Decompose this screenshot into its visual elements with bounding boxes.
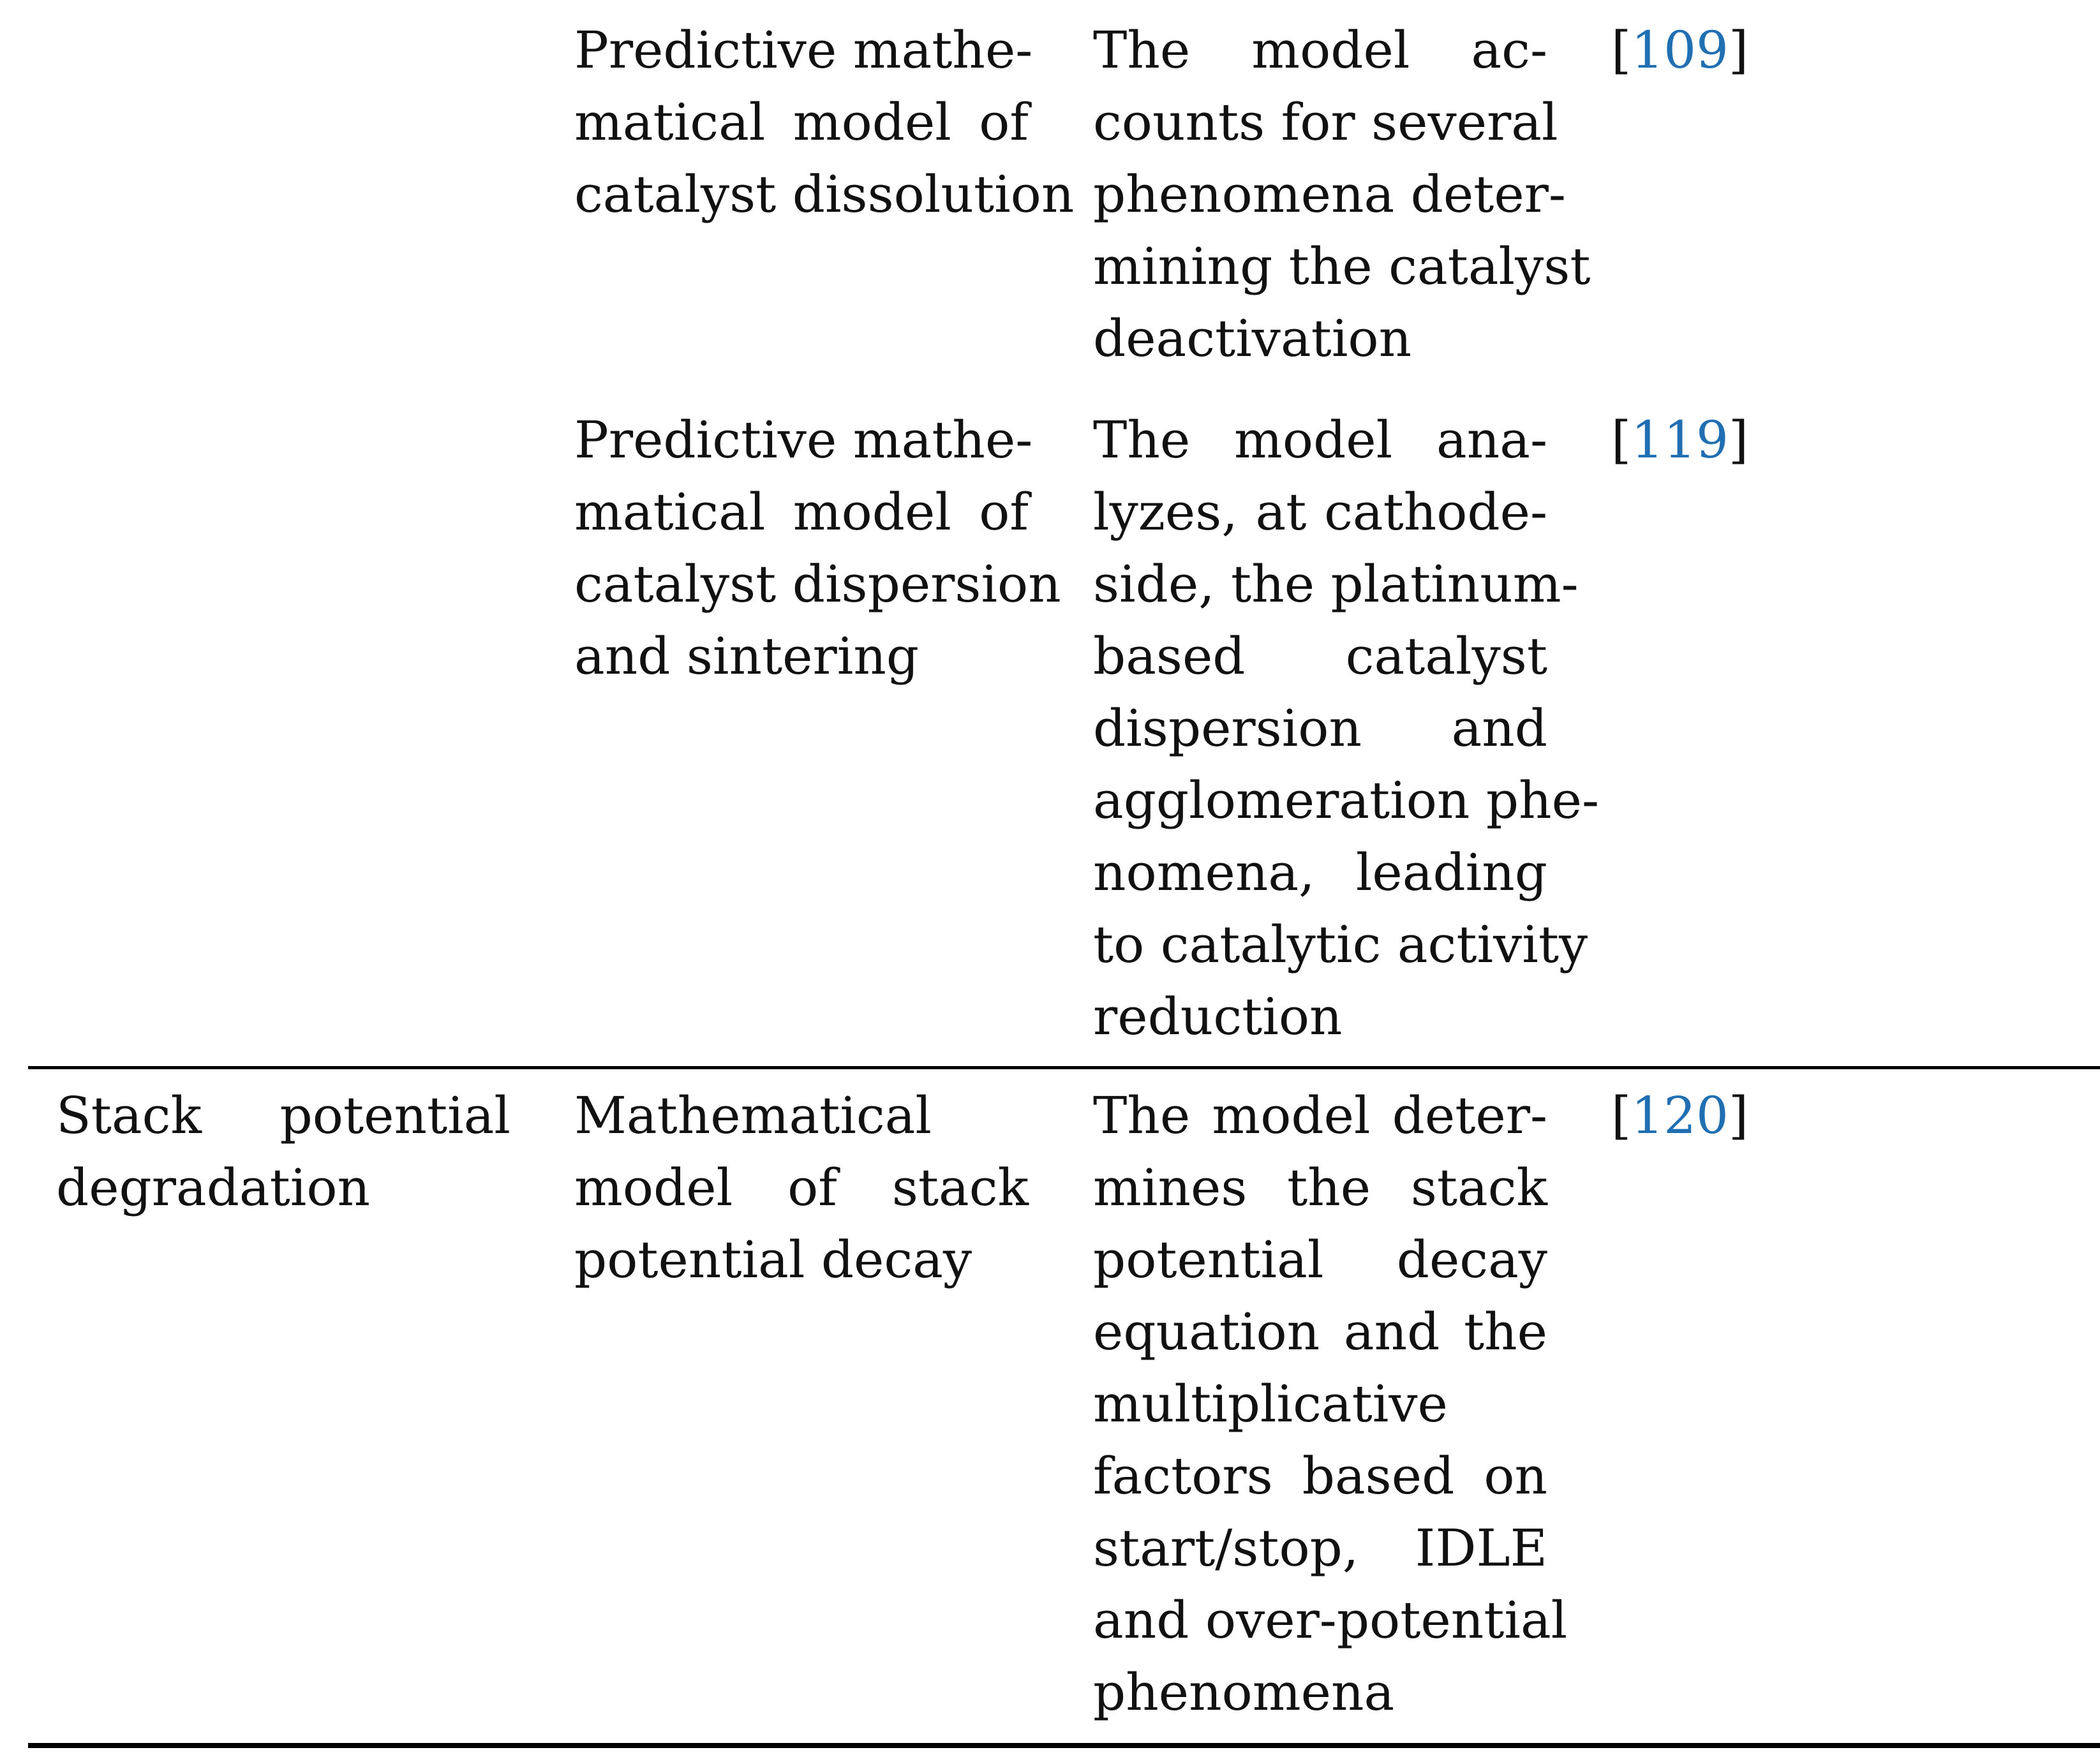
description-line: phenomena [1093, 1663, 1395, 1722]
description-cell [1093, 1079, 1568, 1728]
description-line: agglomeration phe- [1093, 771, 1599, 830]
category-cell [56, 1079, 510, 1224]
model-cell [574, 404, 1061, 692]
model-line: catalyst dispersion [574, 554, 1061, 614]
description-line: mines the stack [1093, 1158, 1547, 1217]
description-line: start/stop, IDLE [1093, 1518, 1547, 1578]
model-line: matical model of [574, 93, 1029, 152]
description-line: mining the catalyst [1093, 237, 1591, 296]
model-line: Predictive mathe- [574, 20, 1033, 80]
description-line: equation and the [1093, 1302, 1547, 1361]
description-line: potential decay [1093, 1230, 1547, 1289]
category-line: Stack potential [56, 1086, 510, 1145]
description-line: deactivation [1093, 309, 1412, 368]
description-line: side, the platinum- [1093, 554, 1579, 614]
citation: [120] [1611, 1086, 1749, 1145]
description-line: dispersion and [1093, 699, 1547, 758]
citation: [119] [1611, 410, 1749, 470]
model-line: and sintering [574, 626, 920, 686]
citation: [109] [1611, 20, 1749, 80]
reference-cell [1611, 404, 1866, 476]
model-line: model of stack [574, 1158, 1029, 1217]
citation-link[interactable]: 109 [1631, 20, 1729, 80]
description-line: multiplicative [1093, 1374, 1448, 1434]
model-cell [574, 14, 1075, 230]
description-line: phenomena deter- [1093, 165, 1566, 224]
citation-link[interactable]: 119 [1631, 410, 1729, 470]
model-line: Predictive mathe- [574, 410, 1033, 470]
description-line: factors based on [1093, 1446, 1547, 1506]
description-line: counts for several [1093, 93, 1558, 152]
description-line: lyzes, at cathode- [1093, 482, 1547, 542]
description-line: to catalytic activity [1093, 915, 1588, 974]
reference-cell [1611, 14, 1866, 86]
description-line: The model ac- [1093, 20, 1547, 80]
model-cell [574, 1079, 1029, 1296]
category-line: degradation [56, 1158, 371, 1217]
table-rule [28, 1066, 2100, 1069]
description-line: reduction [1093, 987, 1343, 1046]
description-cell [1093, 404, 1599, 1053]
description-line: The model deter- [1093, 1086, 1547, 1145]
model-line: catalyst dissolution [574, 165, 1075, 224]
model-line: potential decay [574, 1230, 972, 1289]
description-line: nomena, leading [1093, 843, 1547, 902]
citation-link[interactable]: 120 [1631, 1086, 1729, 1145]
reference-cell [1611, 1079, 1866, 1152]
model-line: matical model of [574, 482, 1029, 542]
model-line: Mathematical [574, 1086, 932, 1145]
description-line: and over-potential [1093, 1590, 1568, 1650]
description-cell [1093, 14, 1591, 374]
description-line: The model ana- [1093, 410, 1547, 470]
description-line: based catalyst [1093, 626, 1547, 686]
table-bottom-rule [28, 1743, 2100, 1748]
